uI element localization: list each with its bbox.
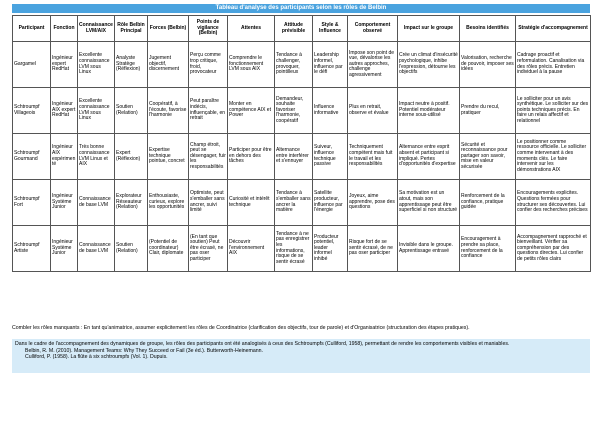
cell: Ingénieur AIX expérimenté [51, 134, 78, 180]
cell: Leadership informel, influence par le défi [313, 42, 348, 88]
cell-participant: Schtroumpf Fort [13, 180, 51, 226]
cell: Impose son point de vue, dévalorise les autres approches, challenge agressivement [348, 42, 398, 88]
col-header: Connaissance LVM/AIX [78, 16, 115, 42]
cell: Impact neutre à positif. Potentiel modérateur interne sous-utilisé [398, 88, 460, 134]
analysis-table [12, 15, 591, 272]
col-header: Participant [13, 16, 51, 42]
table-row [13, 42, 591, 88]
cell: Tendance à challenger, provoquer, pointilleux [275, 42, 313, 88]
cell: Tendance à ne pas enregistrer les informations, risque de se sentir écrasé [275, 226, 313, 272]
col-header: Fonction [51, 16, 78, 42]
cell: Très bonne connaissance LVM Linux et AIX [78, 134, 115, 180]
cell: (Potentiel de coordinateur) Clair, diplomate [148, 226, 189, 272]
cell: Ingénieur Système Junior [51, 180, 78, 226]
col-header: Besoins identifiés [460, 16, 516, 42]
cell: Cadrage proactif et reformulation. Canalisation via des rôles précis. Entretien individuel à la pause [516, 42, 591, 88]
cell: Sécurité et reconnaissance pour partager son savoir, mise en valeur sécurisée [460, 134, 516, 180]
cell-participant: Gargamel [13, 42, 51, 88]
cell: Explorateur Réseauteur (Relation) [115, 180, 148, 226]
cell: Curiosité et intérêt technique [228, 180, 275, 226]
cell: Renforcement de la confiance, pratique guidée [460, 180, 516, 226]
cell: Sa motivation est un atout, mais son apprentissage peut être superficiel si non structuré [398, 180, 460, 226]
col-header: Comportement observé [348, 16, 398, 42]
cell: Influence informative [313, 88, 348, 134]
cell: Comprendre le fonctionnement LVM sous AIX [228, 42, 275, 88]
cell: Analyste Stratège (Réflexion) [115, 42, 148, 88]
cell: Tendance à s'emballer sans ancrer la matière [275, 180, 313, 226]
cell: Perçu comme trop critique, froid, provocateur [189, 42, 228, 88]
col-header: Attentes [228, 16, 275, 42]
cell: Connaissance de base LVM [78, 180, 115, 226]
cell: Techniquement compétent mais fuit le travail et les responsabilités [348, 134, 398, 180]
cell: Le positionner comme ressource officielle. Le solliciter comme intervenant à des moments clés. Le faire intervenir sur les démonstrations AIX [516, 134, 591, 180]
cell: Ingénieur Système Junior [51, 226, 78, 272]
cell: Excellente connaissance LVM sous Linux [78, 88, 115, 134]
cell: Satellite producteur, influence par l'énergie [313, 180, 348, 226]
cell: Le solliciter pour un avis synthétique. Le solliciter sur des points techniques précis. En faire un relais affectif et relationnel [516, 88, 591, 134]
header-row [13, 16, 591, 42]
cell: Prendre du recul, pratiquer [460, 88, 516, 134]
cell: Encouragement à prendre sa place, renforcement de la confiance [460, 226, 516, 272]
cell: Coopératif, à l'écoute, favorise l'harmonie [148, 88, 189, 134]
cell: Champ étroit, peut se désengager, fuir les responsabilités [189, 134, 228, 180]
col-header: Attitude prévisible [275, 16, 313, 42]
table-row [13, 226, 591, 272]
cell: Invisible dans le groupe. Apprentissage entravé [398, 226, 460, 272]
col-header: Impact sur le groupe [398, 16, 460, 42]
cell: Expert (Réflexion) [115, 134, 148, 180]
table-row [13, 88, 591, 134]
cell: Enthousiaste, curieux, explore les opportunités [148, 180, 189, 226]
cell: Connaissance de base LVM [78, 226, 115, 272]
missing-roles-note: Combler les rôles manquants : En tant qu'animatrice, assumer explicitement les rôles de Coordinatrice (clarification des objectifs, tour de parole) et d'Organisatrice (structuration des étapes pratiques). [12, 325, 470, 331]
references-box [12, 339, 590, 373]
cell: Valorisation, recherche de pouvoir, imposer ses idées [460, 42, 516, 88]
cell: Participer pour être en dehors des tâches [228, 134, 275, 180]
table-title: Tableau d'analyse des participants selon les rôles de Belbin [12, 4, 590, 13]
reference-item: Culliford, P. (1958). La flûte à six schtroumpfs (Vol. 1). Dupuis. [25, 354, 168, 360]
cell-participant: Schtroumpf Villageois [13, 88, 51, 134]
cell: Demandeur, souhaite favoriser l'harmonie, coopératif [275, 88, 313, 134]
cell: Ingénieur AIX expert RedHat [51, 88, 78, 134]
cell: Soutien (Relation) [115, 88, 148, 134]
cell: Ingénieur expert RedHat [51, 42, 78, 88]
cell: Monter en compétence AIX et Power [228, 88, 275, 134]
cell-participant: Schtroumpf Gourmand [13, 134, 51, 180]
cell: Crée un climat d'insécurité psychologique, inhibe l'expression, détourne les objectifs [398, 42, 460, 88]
cell: Jugement objectif, discernement [148, 42, 189, 88]
table-row [13, 180, 591, 226]
cell: Alternance entre esprit absent et participant si impliqué. Pertes d'opportunités d'expertise [398, 134, 460, 180]
table-row [13, 134, 591, 180]
col-header: Style & Influence [313, 16, 348, 42]
cell: Risque fort de se sentir écrasé, de ne pas oser participer [348, 226, 398, 272]
cell: Joyeux, aime apprendre, pose des questions [348, 180, 398, 226]
cell: Expertise technique pointue, concret [148, 134, 189, 180]
cell: Plus en retrait, observe et évalue [348, 88, 398, 134]
cell: Suiveur, influence technique passive [313, 134, 348, 180]
cell: Soutien (Relation) [115, 226, 148, 272]
cell-participant: Schtroumpf Artiste [13, 226, 51, 272]
col-header: Forces (Belbin) [148, 16, 189, 42]
cell: Alternance entre interférer et s'ennuyer [275, 134, 313, 180]
cell: Peut paraître indécis, influençable, en retrait [189, 88, 228, 134]
cell: Encouragements explicites. Questions fermées pour structurer ses découvertes. Lui confier des recherches précises [516, 180, 591, 226]
cell: Découvrir l'environnement AIX [228, 226, 275, 272]
cell: (En tant que soutien) Peut être écrasé, ne pas oser participer [189, 226, 228, 272]
col-header: Rôle Belbin Principal [115, 16, 148, 42]
context-text: Dans le cadre de l'accompagnement des dynamiques de groupe, les rôles des participants ont été analogisés à ceux des Schtroumpfs (Culliford, 1958), permettant de rendre les comportements visibles et maniables. [15, 341, 510, 347]
cell: Optimiste, peut s'emballer sans ancrer, suivi limité [189, 180, 228, 226]
col-header: Points de vigilance (Belbin) [189, 16, 228, 42]
reference-item: Belbin, R. M. (2010). Management Teams: Why They Succeed or Fail (3e éd.). Butterworth-Heinemann. [25, 347, 263, 354]
cell: Producteur potentiel, leader informel inhibé [313, 226, 348, 272]
col-header: Stratégie d'accompagnement [516, 16, 591, 42]
cell: Excellente connaissance LVM sous Linux [78, 42, 115, 88]
cell: Accompagnement rapproché et bienveillant. Vérifier sa compréhension par des questions directes. Lui confier de petits rôles clairs [516, 226, 591, 272]
